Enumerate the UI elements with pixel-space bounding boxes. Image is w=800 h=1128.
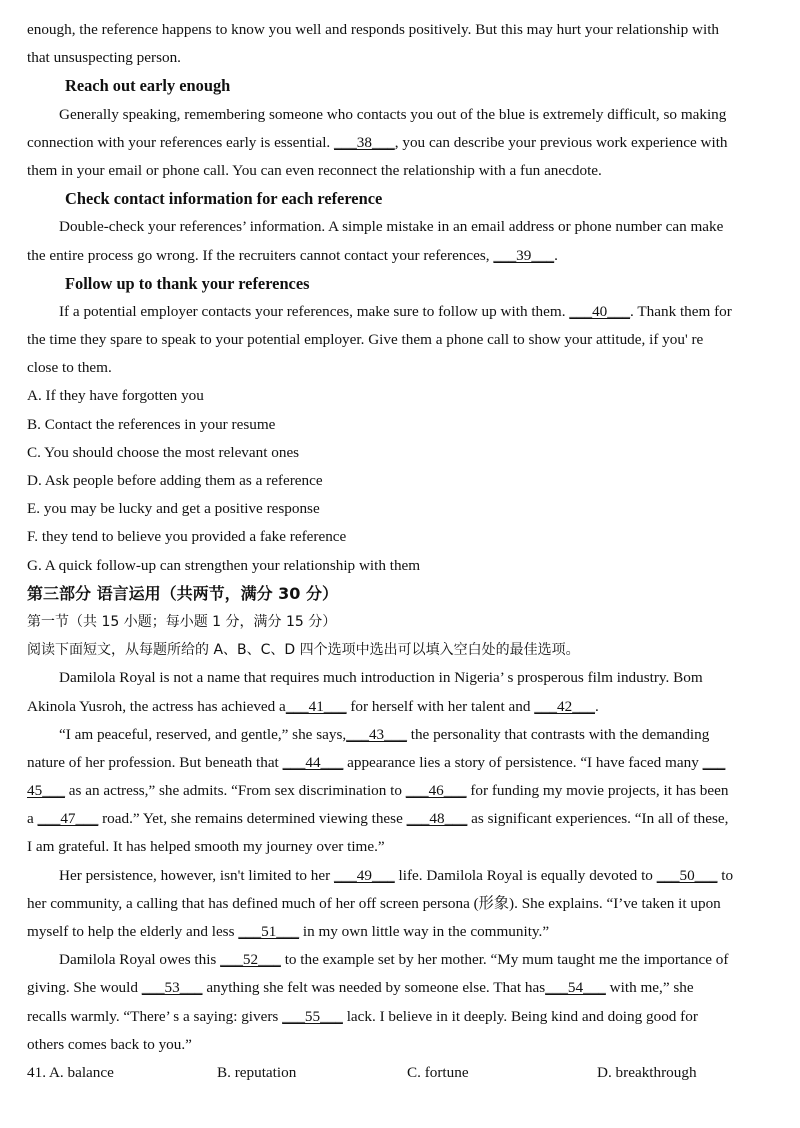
text-span: the personality that contrasts with the demanding [406,725,710,743]
text-line: close to them. [27,359,112,377]
text-span: If a potential employer contacts your references, make sure to follow up with them. [59,302,570,320]
text-span: as an actress,” she admits. “From sex discrimination to [64,782,406,800]
text-span: anything she felt was needed by someone else. That has [202,979,546,997]
blank-42: ___42___ [534,697,595,715]
text-line: that unsuspecting person. [27,49,181,67]
text-line [27,918,767,946]
text-span: Akinola Yusroh, the actress has achieved a [27,697,286,715]
blank-41: ___41___ [285,697,347,715]
q41-option-d: D. breakthrough [597,1063,697,1081]
text-line [27,693,767,721]
text-span: road.” Yet, she remains determined viewing these [98,810,407,828]
text-line: I am grateful. It has helped smooth my journey over time.” [27,838,385,856]
exam-page [27,16,767,1087]
text-span: “I am peaceful, reserved, and gentle,” she says, [59,725,347,743]
section-heading-reach-out: Reach out early enough [65,76,231,96]
instruction: 阅读下面短文，从每题所给的 A、B、C、D 四个选项中选出可以填入空白处的最佳选项。 [27,642,580,659]
blank-53: ___53___ [141,979,203,997]
text-line [27,1003,767,1031]
text-span: lack. I believe in it deeply. Being kind and doing good for [342,1007,698,1025]
blank-49: ___49___ [334,866,395,884]
option-c: C. You should choose the most relevant ones [27,443,300,461]
text-span: giving. She would [27,979,142,997]
blank-47: ___47___ [37,810,99,828]
blank-51: ___51___ [238,923,300,940]
text-span: connection with your references early is essential. [27,133,335,151]
text-span: recalls warmly. “There’ s a saying: givers [27,1007,283,1025]
blank-39: ___39___ [493,246,555,264]
text-line [27,721,767,749]
text-line [27,862,767,890]
blank-48: ___48___ [406,810,468,828]
section-heading-check-contact: Check contact information for each reference [65,189,383,209]
option-e: E. you may be lucky and get a positive response [27,500,320,518]
text-line: Damilola Royal is not a name that requires much introduction in Nigeria’ s prosperous film industry. Bom [59,669,703,687]
text-span: in my own little way in the community.” [299,923,550,940]
option-b: B. Contact the references in your resume [27,415,276,433]
text-line [27,242,767,270]
text-line [27,974,767,1002]
blank-38: ___38___ [334,133,395,151]
text-line [27,777,767,805]
text-span: the entire process go wrong. If the recruiters cannot contact your references, [27,246,494,264]
text-span: appearance lies a story of persistence. “I have faced many [343,753,703,771]
text-line: others comes back to you.” [27,1035,192,1053]
text-line [27,298,767,326]
text-span: for funding my movie projects, it has been [466,782,729,800]
blank-55: ___55___ [282,1007,343,1025]
option-d: D. Ask people before adding them as a reference [27,472,323,489]
text-span: with me,” she [605,979,694,997]
blank-45-start: ___ [702,753,726,771]
option-g: G. A quick follow-up can strengthen your relationship with them [27,556,421,574]
text-line [27,749,767,777]
text-span: myself to help the elderly and less [27,923,239,940]
text-span: . [594,697,599,715]
blank-52: ___52___ [220,951,281,969]
text-span: . Thank them for [630,302,732,320]
text-line [27,946,767,974]
text-span: for herself with her talent and [346,697,535,715]
blank-40: ___40___ [569,302,631,320]
question-41-options [27,1059,767,1087]
text-line: them in your email or phone call. You can even reconnect the relationship with a fun anecdote. [27,161,602,179]
option-a: A. If they have forgotten you [27,387,204,405]
q41-option-a: 41. A. balance [27,1063,114,1081]
text-line: Double-check your references’ information. A simple mistake in an email address or phone number can make [59,218,724,236]
section-heading-follow-up: Follow up to thank your references [65,273,310,293]
text-line: her community, a calling that has defined much of her off screen persona (形象). She explains. “I’ve taken it upon [27,894,721,912]
q41-option-c: C. fortune [407,1063,469,1081]
text-span: , you can describe your previous work experience with [394,133,728,151]
text-span: as significant experiences. “In all of these, [467,810,729,828]
text-span: to the example set by her mother. “My mum taught me the importance of [280,951,729,969]
text-line: Generally speaking, remembering someone who contacts you out of the blue is extremely difficult, so making [59,105,727,123]
text-span: to [717,866,734,884]
text-span: . [554,246,558,264]
section-one-title: 第一节（共 15 小题；每小题 1 分，满分 15 分） [27,613,337,630]
text-line [27,805,767,833]
text-line: the time they spare to speak to your potential employer. Give them a phone call to show your attitude, if you' re [27,331,704,349]
text-line [27,129,767,157]
text-span: Damilola Royal owes this [59,951,221,969]
text-span: nature of her profession. But beneath that [27,753,283,771]
blank-43: ___43___ [346,725,407,743]
text-span: a [27,810,38,828]
blank-45: 45___ [27,782,65,800]
blank-44: ___44___ [282,753,344,771]
blank-54: ___54___ [545,979,606,997]
q41-option-b: B. reputation [217,1063,297,1081]
text-line: enough, the reference happens to know you well and responds positively. But this may hurt your relationship with [27,21,720,38]
blank-50: ___50___ [656,866,718,884]
blank-46: ___46___ [405,782,467,800]
text-span: Her persistence, however, isn't limited to her [59,866,334,884]
text-span: life. Damilola Royal is equally devoted to [394,866,657,884]
option-f: F. they tend to believe you provided a fake reference [27,528,347,546]
part-three-title: 第三部分 语言运用（共两节，满分 30 分） [27,583,338,603]
